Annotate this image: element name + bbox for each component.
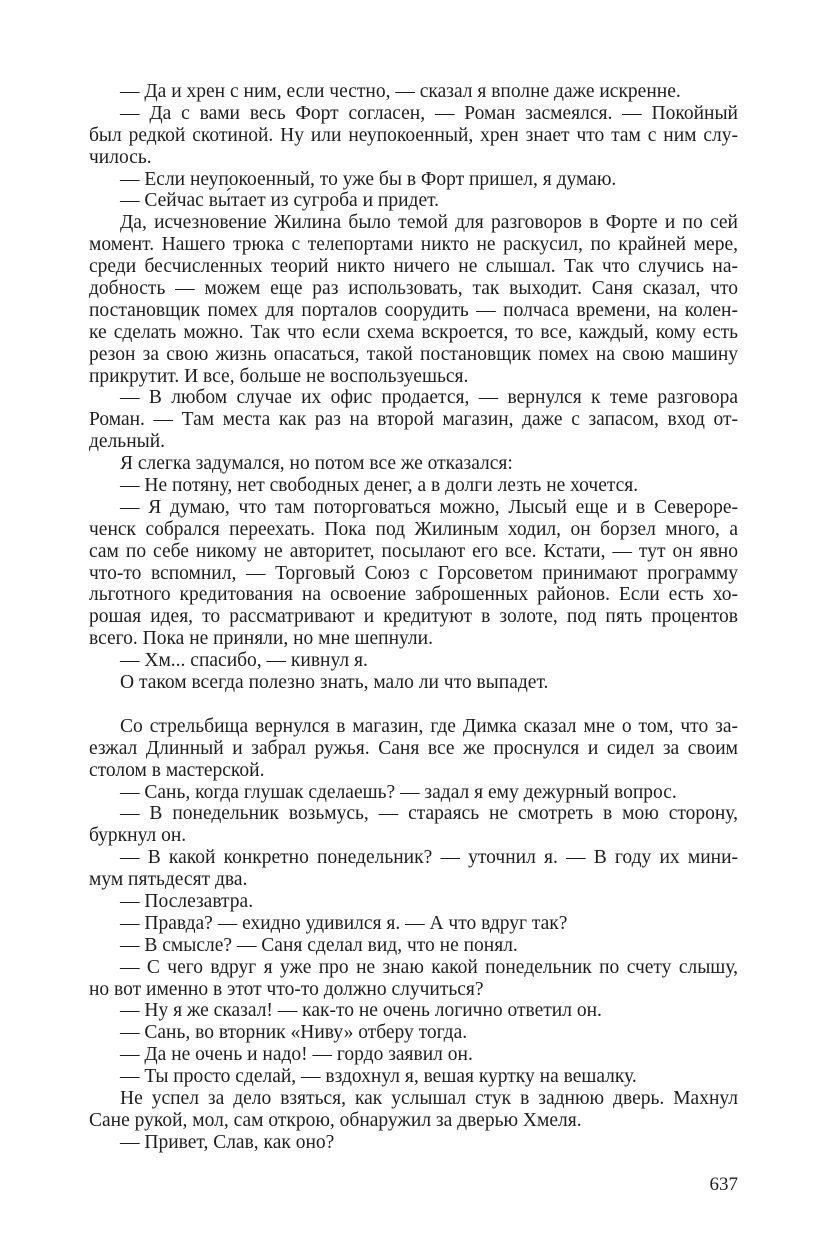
text-line: [89, 1066, 738, 1088]
line-text: — Сань, когда глушак сделаешь? — задал я ему дежурный вопрос.: [120, 781, 677, 803]
text-line: [89, 738, 738, 760]
text-line: [89, 1132, 738, 1154]
blank-line: [89, 694, 738, 716]
text-line: [89, 825, 738, 847]
line-text: сам по себе никому не авторитет, посылают его все. Кстати, — тут он явно: [89, 540, 738, 562]
line-text: Да, исчезновение Жилина было темой для разговоров в Форте и по сей: [120, 212, 738, 234]
line-text: Со стрельбища вернулся в магазин, где Димка сказал мне о том, что за-: [120, 715, 738, 737]
line-text: езжал Длинный и забрал ружья. Саня все же проснулся и сидел за своим: [89, 737, 738, 759]
text-line: [89, 1044, 738, 1066]
line-text: Сане рукой, мол, сам открою, обнаружил за дверью Хмеля.: [89, 1109, 582, 1131]
line-text: дельный.: [89, 431, 166, 453]
line-text: но вот именно в этот что-то должно случиться?: [89, 978, 484, 1000]
line-text: что-то вспомнил, — Торговый Союз с Горсоветом принимают программу: [89, 562, 738, 584]
line-text: был редкой скотиной. Ну или неупокоенный, хрен знает что там с ним слу-: [89, 124, 738, 146]
line-text: Роман. — Там места как раз на второй магазин, даже с запасом, вход от-: [89, 409, 738, 431]
text-line: [89, 979, 738, 1001]
line-text: ке сделать можно. Так что если схема вскроется, то все, каждый, кому есть: [89, 321, 738, 343]
line-text: Я слегка задумался, но потом все же отказался:: [120, 453, 513, 475]
line-text: — Да не очень и надо! — гордо заявил он.: [120, 1044, 473, 1066]
text-line: [89, 760, 738, 782]
text-line: [89, 147, 738, 169]
line-text: момент. Нашего трюка с телепортами никто не раскусил, по крайней мере,: [89, 234, 738, 256]
line-text: — Хм... спасибо, — кивнул я.: [120, 650, 368, 672]
line-text: буркнул он.: [89, 825, 187, 847]
text-line: [89, 869, 738, 891]
text-line: [89, 584, 738, 606]
text-line: [89, 935, 738, 957]
line-text: — Если неупокоенный, то уже бы в Форт пришел, я думаю.: [120, 168, 617, 190]
line-text: — Сейчас вы́тает из сугроба и придет.: [120, 190, 440, 212]
line-text: постановщик помех для порталов соорудить — полчаса времени, на колен-: [89, 299, 738, 321]
line-text: О таком всегда полезно знать, мало ли что выпадет.: [120, 672, 549, 694]
text-line: [89, 1022, 738, 1044]
text-line: [89, 782, 738, 804]
line-text: Не успел за дело взяться, как услышал стук в заднюю дверь. Махнул: [120, 1087, 738, 1109]
line-text: прикрутит. И все, больше не воспользуешься.: [89, 365, 469, 387]
line-text: — Не потяну, нет свободных денег, а в долги лезть не хочется.: [120, 475, 639, 497]
line-text: рошая идея, то рассматривают и кредитуют в золоте, под пять процентов: [89, 606, 738, 628]
text-line: [89, 497, 738, 519]
line-text: резон за свою жизнь опасаться, такой постановщик помех на свою машину: [89, 343, 738, 365]
text-line: [89, 409, 738, 431]
line-text: столом в мастерской.: [89, 759, 265, 781]
text-line: [89, 957, 738, 979]
text-line: [89, 606, 738, 628]
text-line: [89, 431, 738, 453]
line-text: — Ты просто сделай, — вздохнул я, вешая куртку на вешалку.: [120, 1066, 637, 1088]
text-line: [89, 125, 738, 147]
page-number: 637: [709, 1174, 738, 1195]
line-text: — В любом случае их офис продается, — вернулся к теме разговора: [120, 387, 738, 409]
line-text: — С чего вдруг я уже про не знаю какой понедельник по счету слышу,: [120, 956, 738, 978]
text-line: [89, 103, 738, 125]
text-line: [89, 475, 738, 497]
text-line: [89, 300, 738, 322]
book-page-text: [89, 81, 738, 1154]
text-line: [89, 190, 738, 212]
text-line: [89, 650, 738, 672]
text-line: [89, 628, 738, 650]
text-line: [89, 81, 738, 103]
text-line: [89, 322, 738, 344]
text-line: [89, 387, 738, 409]
line-text: — В какой конкретно понедельник? — уточнил я. — В году их мини-: [120, 847, 738, 869]
line-text: — Привет, Слав, как оно?: [120, 1131, 335, 1153]
line-text: — Да и хрен с ним, если честно, — сказал я вполне даже искренне.: [120, 81, 681, 102]
text-line: [89, 847, 738, 869]
text-line: [89, 169, 738, 191]
line-text: среди бесчисленных теорий никто ничего не слышал. Так что случись на-: [89, 256, 738, 278]
line-text: — Ну я же сказал! — как-то не очень логично ответил он.: [120, 1000, 602, 1022]
text-line: [89, 716, 738, 738]
text-line: [89, 913, 738, 935]
line-text: чилось.: [89, 146, 152, 168]
text-line: [89, 212, 738, 234]
text-line: [89, 672, 738, 694]
line-text: льготного кредитования на освоение заброшенных районов. Если есть хо-: [89, 584, 738, 606]
line-text: ченск собрался переехать. Пока под Жилиным ходил, он борзел много, а: [89, 518, 738, 540]
line-text: — Правда? — ехидно удивился я. — А что вдруг так?: [120, 912, 568, 934]
text-line: [89, 344, 738, 366]
text-line: [89, 278, 738, 300]
text-line: [89, 453, 738, 475]
line-text: — Я думаю, что там поторговаться можно, Лысый еще и в Североре-: [120, 496, 738, 518]
text-line: [89, 1110, 738, 1132]
text-line: [89, 256, 738, 278]
line-text: — Сань, во вторник «Ниву» отберу тогда.: [120, 1022, 468, 1044]
line-text: — Да с вами весь Форт согласен, — Роман засмеялся. — Покойный: [120, 102, 738, 124]
text-line: [89, 234, 738, 256]
text-line: [89, 366, 738, 388]
line-text: мум пятьдесят два.: [89, 869, 248, 891]
text-line: [89, 519, 738, 541]
text-line: [89, 803, 738, 825]
line-text: всего. Пока не приняли, но мне шепнули.: [89, 628, 433, 650]
line-text: — В смысле? — Саня сделал вид, что не понял.: [120, 934, 518, 956]
text-line: [89, 891, 738, 913]
text-line: [89, 1088, 738, 1110]
text-line: [89, 1000, 738, 1022]
text-line: [89, 563, 738, 585]
line-text: — Послезавтра.: [120, 890, 254, 912]
line-text: — В понедельник возьмусь, — стараясь не смотреть в мою сторону,: [120, 803, 738, 825]
text-line: [89, 541, 738, 563]
line-text: добность — можем еще раз использовать, так выходит. Саня сказал, что: [89, 278, 738, 300]
